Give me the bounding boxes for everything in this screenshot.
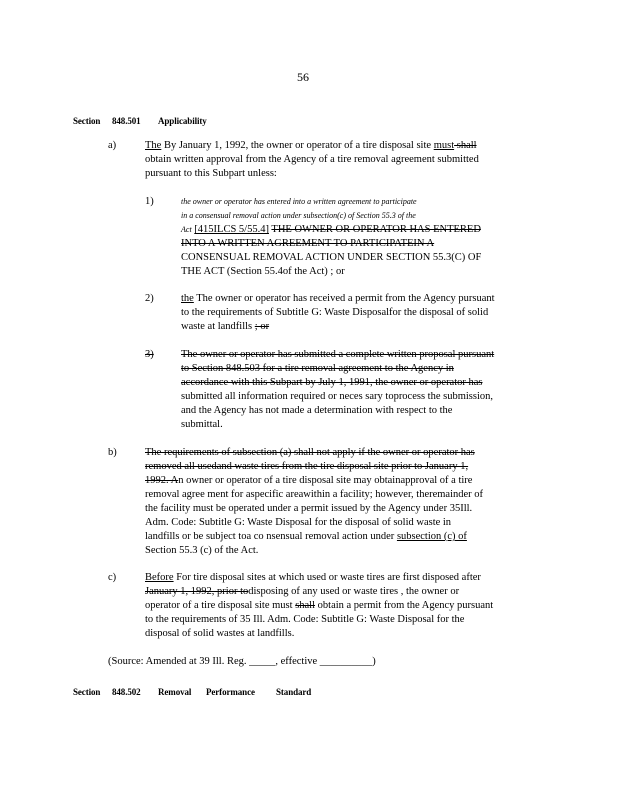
para-c: Before For tire disposal sites at which used or waste tires are first disposed after January 1, 1992, prior todisposing of any used or waste tires , the owner or operator of a tire disposal site must shall obtain a permit from the Agency pursuant to the requirements of 35 Ill. Adm. Code: Subtitle G: Waste Disposal for the disposal of solid wastes at landfills. [145, 572, 494, 639]
insertion: subsection (c) of [396, 531, 467, 542]
item-3-marker: 3) [145, 349, 154, 360]
para-a-marker: a) [108, 140, 117, 151]
section-title-word: Performance [206, 687, 255, 697]
deletion: January 1, 1992, prior to [145, 586, 249, 597]
deletion: accordance with this Subpart by July 1, 1991, the owner or operator has [181, 377, 483, 388]
item-2: the The owner or operator has received a permit from the Agency pursuant to the requirements of Subtitle G: Waste Disposalfor the disposal of solid waste at landfills ; or [181, 293, 495, 332]
section-label: Section [73, 687, 101, 697]
insertion: The [145, 140, 162, 151]
deletion: 1992. A [145, 475, 179, 486]
insertion: the [181, 293, 194, 304]
item-2-marker: 2) [145, 293, 154, 304]
deletion: to Section 848.503 for a tire removal agreement to the Agency in [181, 363, 454, 374]
item-1: the owner or operator has entered into a written agreement to participate in a consensual removal action under subsection(c) of Section 55.3 of the Act [415ILCS 5/55.4] THE OWNER OR OPERATOR HAS ENTERED INTO A WRITTEN AGREEMENT TO PARTICIPATEIN A CONSENSUAL REMOVAL ACTION UNDER SECTION 55.3(C) OF THE ACT (Section 55.4of the Act) ; or [181, 195, 531, 279]
insertion: [415ILCS 5/55.4] [194, 224, 269, 235]
deletion: ; or [254, 321, 270, 332]
item-1-marker: 1) [145, 196, 154, 207]
deletion: The owner or operator has submitted a complete written proposal pursuant [181, 349, 495, 360]
deletion: removed all usedand waste tires from the tire disposal site prior to January 1, [145, 461, 469, 472]
para-b-marker: b) [108, 447, 117, 458]
para-a: The By January 1, 1992, the owner or operator of a tire disposal site must shall obtain written approval from the Agency of a tire removal agreement submitted pursuant to this Subpart unless: [145, 140, 479, 179]
insertion: must [433, 140, 455, 151]
para-b: The requirements of subsection (a) shall not apply if the owner or operator has removed all usedand waste tires from the tire disposal site prior to January 1, 1992. An owner or operator of a tire disposal site may obtainapproval of a tire removal agree ment for aspecific areawithin a facility; however, theremainder of the facility must be operated under a permit issued by the Agency under 35Ill. Adm. Code: Subtitle G: Waste Disposal for the disposal of solid waste in landfills or be subject toa co nsensual removal action under subsection (c) of Section 55.3 (c) of the Act. [145, 446, 530, 558]
deletion: The requirements of subsection (a) shall not apply if the owner or operator has [145, 447, 475, 458]
deletion: INTO A WRITTEN AGREEMENT TO PARTICIPATEIN A [181, 238, 435, 249]
section-title: Applicability [158, 116, 207, 126]
deletion: shall [295, 600, 316, 611]
source-note: (Source: Amended at 39 Ill. Reg. _____, effective __________) [108, 656, 376, 667]
section-title-word: Removal [158, 687, 192, 697]
section-label: Section [73, 116, 101, 126]
item-3: The owner or operator has submitted a complete written proposal pursuant to Section 848.503 for a tire removal agreement to the Agency in accordance with this Subpart by July 1, 1991, the owner or operator has submitted all information required or neces sary toprocess the submission, and the Agency has not made a determination with respect to the submittal. [181, 348, 531, 432]
deletion: shall [454, 140, 477, 151]
section-number: 848.501 [112, 116, 141, 126]
section-number: 848.502 [112, 687, 141, 697]
insertion: Before [145, 572, 174, 583]
section-title-word: Standard [276, 687, 312, 697]
deletion: THE OWNER OR OPERATOR HAS ENTERED [271, 224, 481, 235]
page-number: 56 [297, 70, 309, 84]
para-c-marker: c) [108, 572, 117, 583]
